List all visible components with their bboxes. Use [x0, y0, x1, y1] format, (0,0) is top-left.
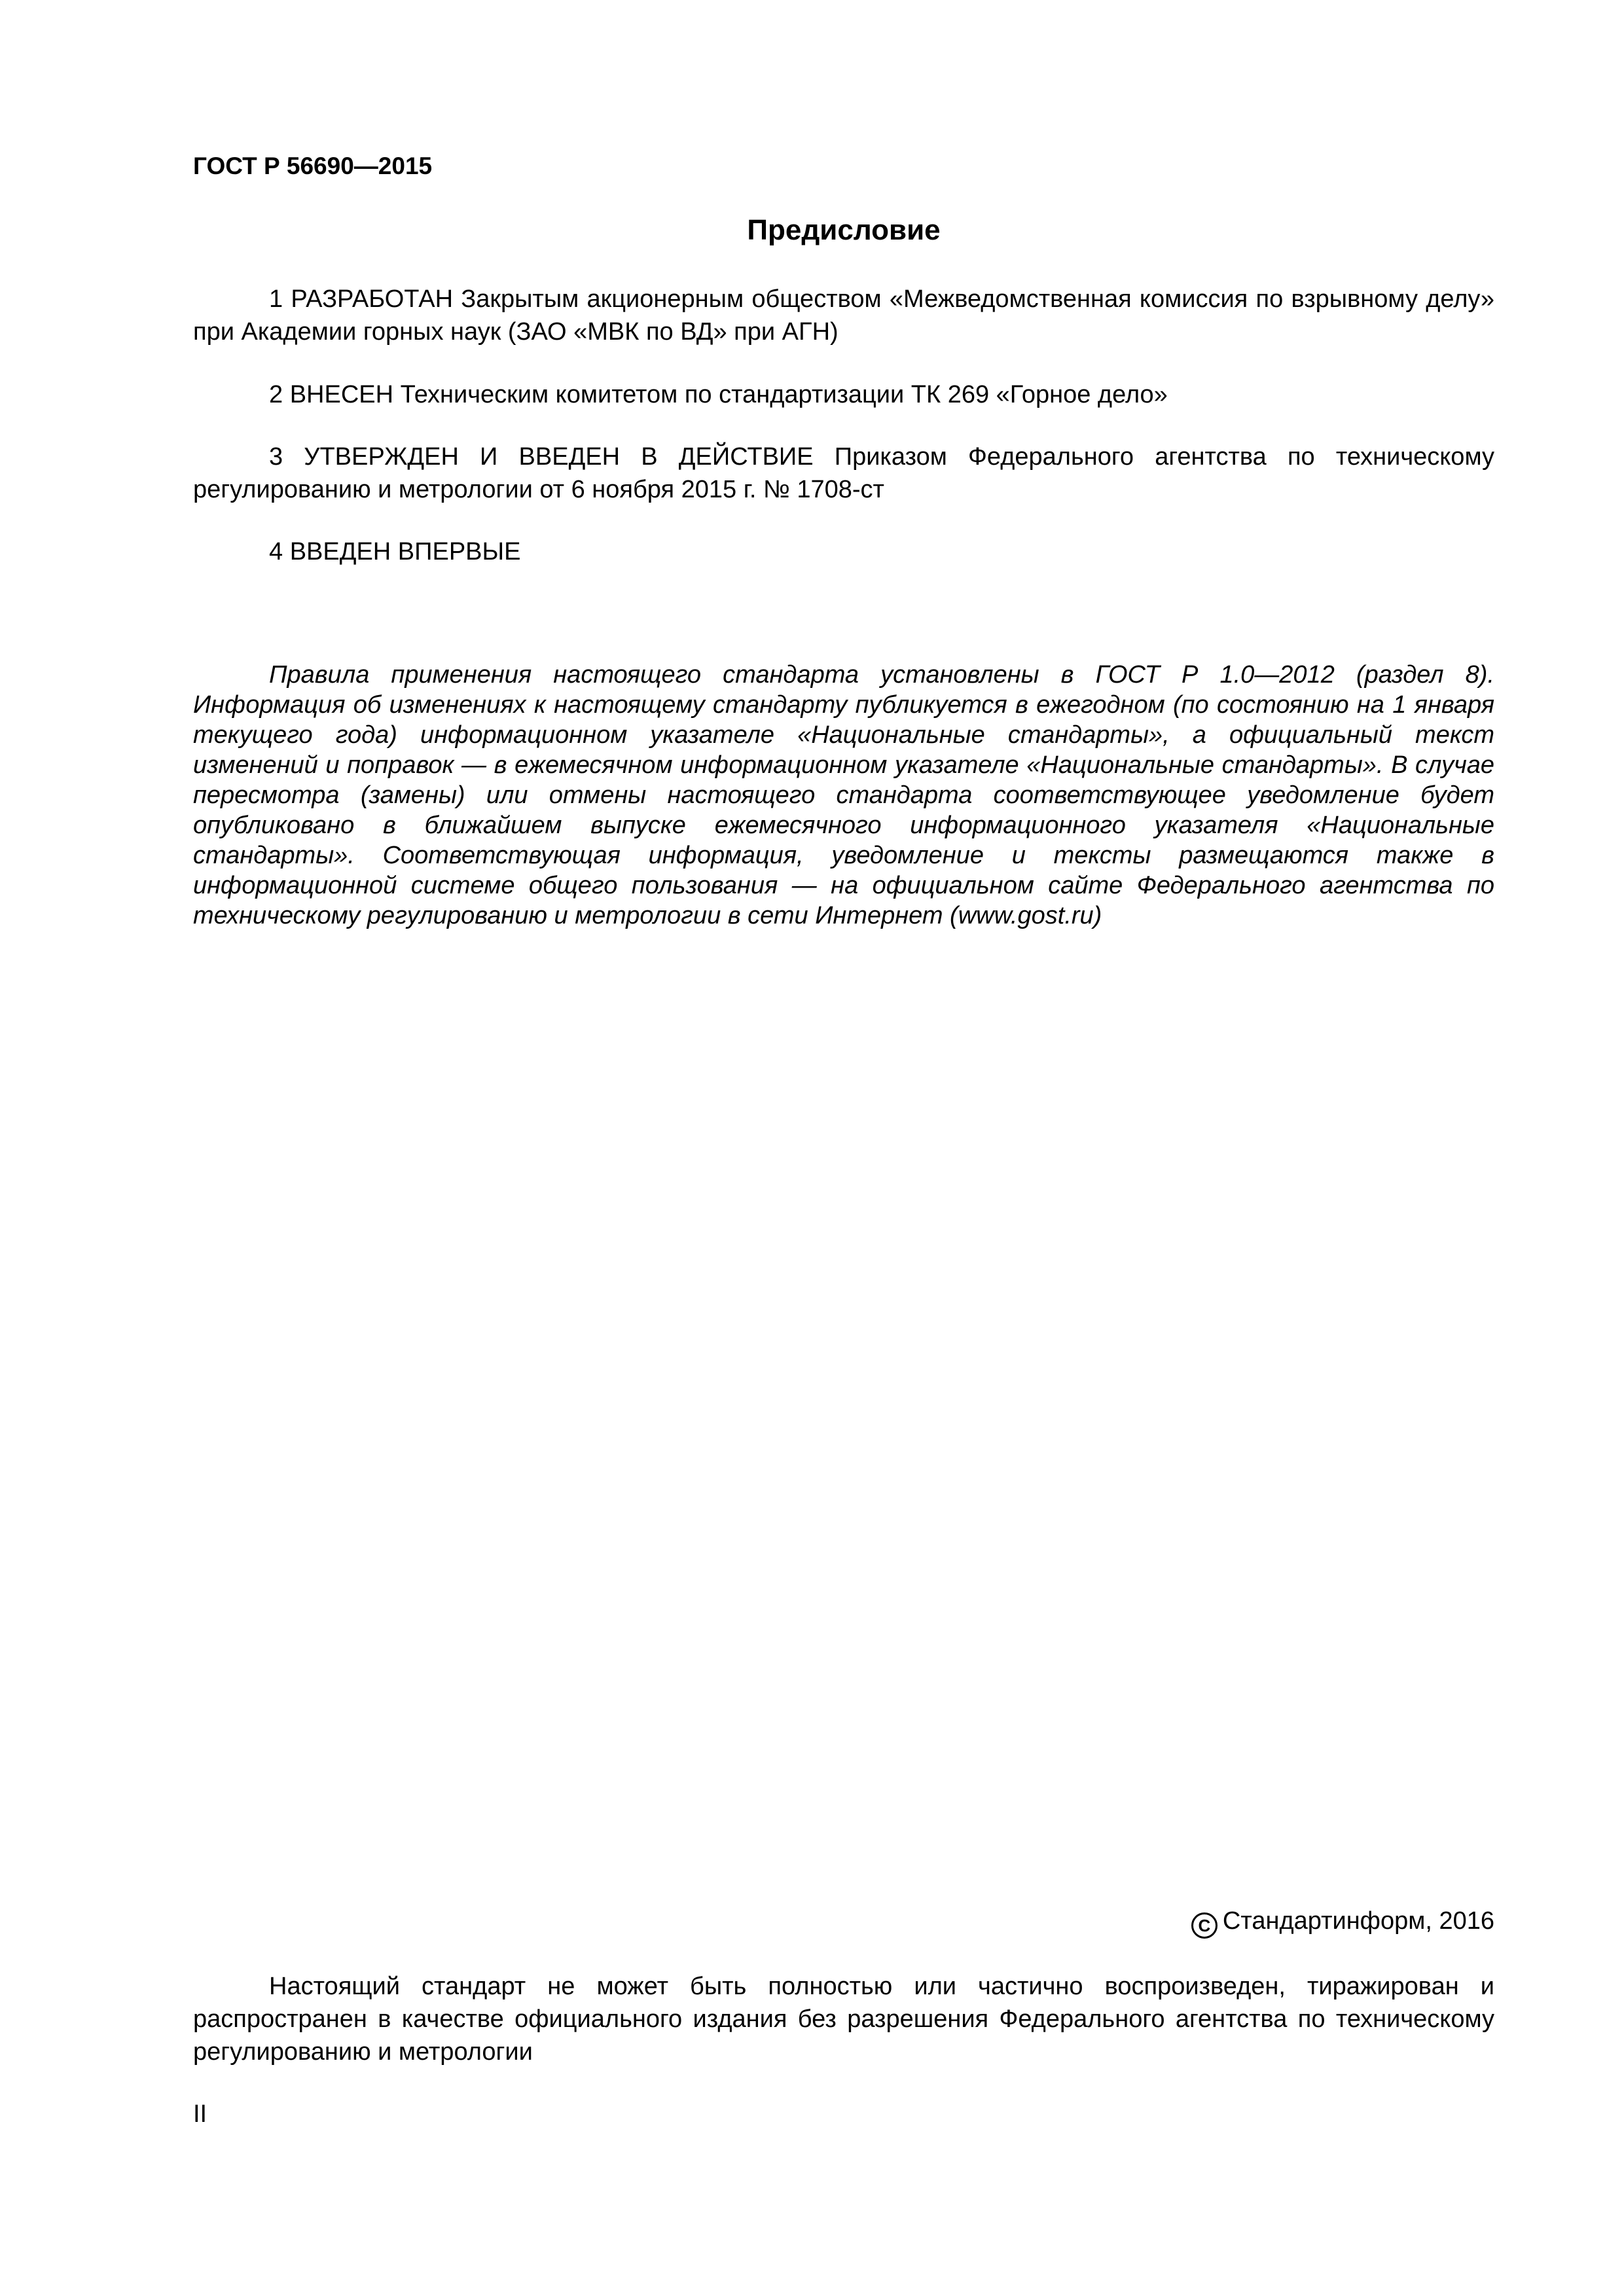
copyright-icon: C: [1191, 1912, 1218, 1939]
foreword-item-1: 1 РАЗРАБОТАН Закрытым акционерным обществом «Межведомственная комиссия по взрывному делу» при Академии горных наук (ЗАО «МВК по ВД» при АГН): [193, 285, 1494, 346]
reproduction-rights-notice: Настоящий стандарт не может быть полностью или частично воспроизведен, тиражирован и распространен в качестве официального издания без разрешения Федерального агентства по техническому регулированию и метрологии: [193, 1973, 1494, 2066]
page-number: II: [193, 2100, 208, 2128]
page-title: Предисловие: [747, 214, 941, 246]
document-code: ГОСТ Р 56690—2015: [193, 152, 433, 179]
copyright-line: [193, 1905, 1494, 1939]
application-rules-note: Правила применения настоящего стандарта установлены в ГОСТ Р 1.0—2012 (раздел 8). Информация об изменениях к настоящему стандарту публикуется в ежегодном (по состоянию на 1 января текущего года) информационном указателе «Национальные стандарты», а официальный текст изменений и поправок — в ежемесячном информационном указателе «Национальные стандарты». В случае пересмотра (замены) или отмены настоящего стандарта соответствующее уведомление будет опубликовано в ближайшем выпуске ежемесячного информационного указателя «Национальные стандарты». Соответствующая информация, уведомление и тексты размещаются также в информационной системе общего пользования — на официальном сайте Федерального агентства по техническому регулированию и метрологии в сети Интернет (www.gost.ru): [193, 661, 1494, 929]
foreword-item-2: 2 ВНЕСЕН Техническим комитетом по стандартизации ТК 269 «Горное дело»: [269, 381, 1168, 408]
foreword-item-3: 3 УТВЕРЖДЕН И ВВЕДЕН В ДЕЙСТВИЕ Приказом Федерального агентства по техническому регулированию и метрологии от 6 ноября 2015 г. № 1708-ст: [193, 443, 1494, 503]
copyright-text: Стандартинформ, 2016: [1222, 1907, 1494, 1935]
foreword-item-4: 4 ВВЕДЕН ВПЕРВЫЕ: [269, 538, 521, 565]
